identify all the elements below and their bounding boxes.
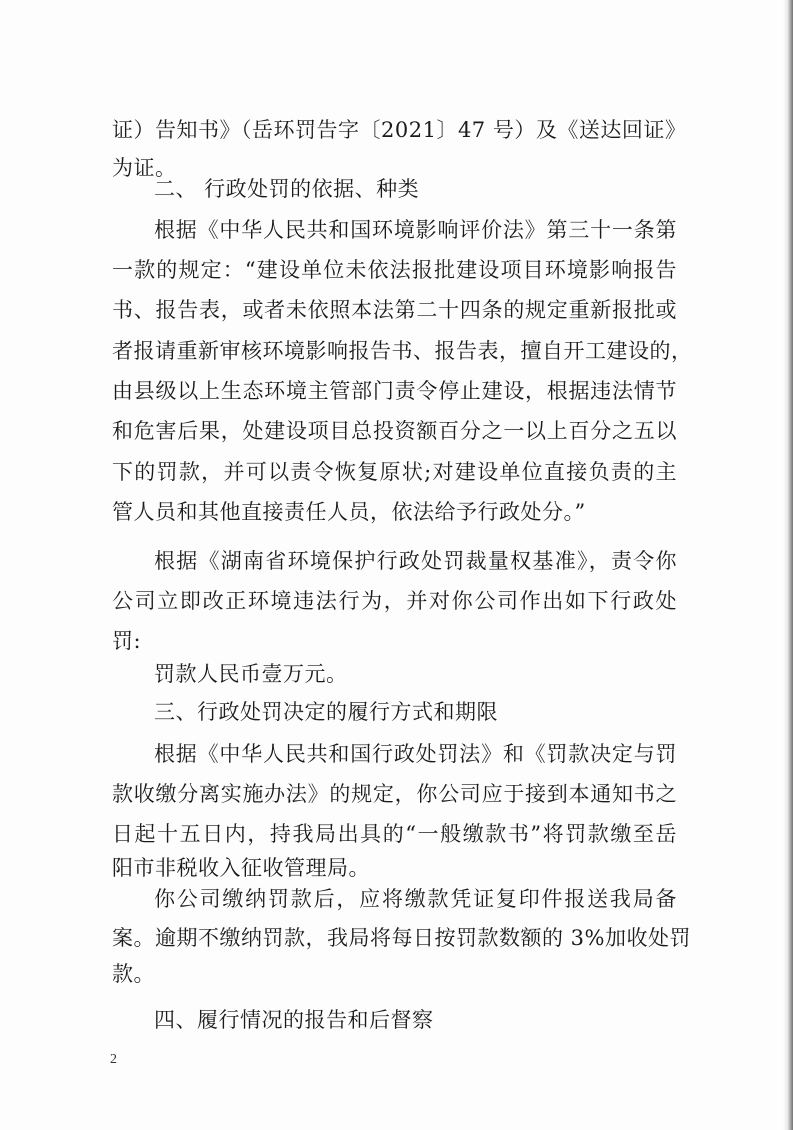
text-line-9: 和危害后果，处建设项目总投资额百分之一以上百分之五以 [112,419,677,443]
text-line-18: 款收缴分离实施办法》的规定，你公司应于接到本通知书之 [112,782,677,806]
text-line-22: 案。逾期不缴纳罚款，我局将每日按罚款数额的 3%加收处罚 [112,926,691,950]
text-line-5: 一款的规定：“建设单位未依法报批建设项目环境影响报告 [112,258,677,282]
text-line-13: 公司立即改正环境违法行为，并对你公司作出如下行政处 [112,589,677,613]
text-line-20: 阳市非税收入征收管理局。 [112,856,370,880]
text-line-4: 根据《中华人民共和国环境影响评价法》第三十一条第 [154,218,677,242]
text-line-23: 款。 [112,962,155,986]
text-line-7: 者报请重新审核环境影响报告书、报告表，擅自开工建设的， [112,339,693,363]
text-line-10: 下的罚款，并可以责令恢复原状;对建设单位直接负责的主 [112,460,677,484]
section-heading-3: 三、行政处罚决定的履行方式和期限 [154,700,498,724]
text-line-12: 根据《湖南省环境保护行政处罚裁量权基准》，责令你 [154,549,677,573]
text-line-8: 由县级以上生态环境主管部门责令停止建设，根据违法情节 [112,379,677,403]
text-line-1: 证）告知书》（岳环罚告字〔2021〕47 号）及《送达回证》 [112,118,687,142]
section-heading-4: 四、履行情况的报告和后督察 [154,1008,434,1032]
text-line-15: 罚款人民币壹万元。 [154,662,348,686]
text-line-17: 根据《中华人民共和国行政处罚法》和《罚款决定与罚 [154,742,677,766]
text-line-11: 管人员和其他直接责任人员，依法给予行政处分。” [112,500,586,524]
page-number: 2 [110,1052,117,1067]
text-line-14: 罚: [112,629,142,653]
text-line-2: 为证。 [112,156,177,180]
text-line-6: 书、报告表，或者未依照本法第二十四条的规定重新报批或 [112,298,677,322]
text-line-19: 日起十五日内，持我局出具的“一般缴款书”将罚款缴至岳 [112,822,677,846]
scan-edge-shadow [783,0,793,1130]
section-heading-2: 二、 行政处罚的依据、种类 [154,177,420,201]
text-line-21: 你公司缴纳罚款后，应将缴款凭证复印件报送我局备 [154,887,677,911]
